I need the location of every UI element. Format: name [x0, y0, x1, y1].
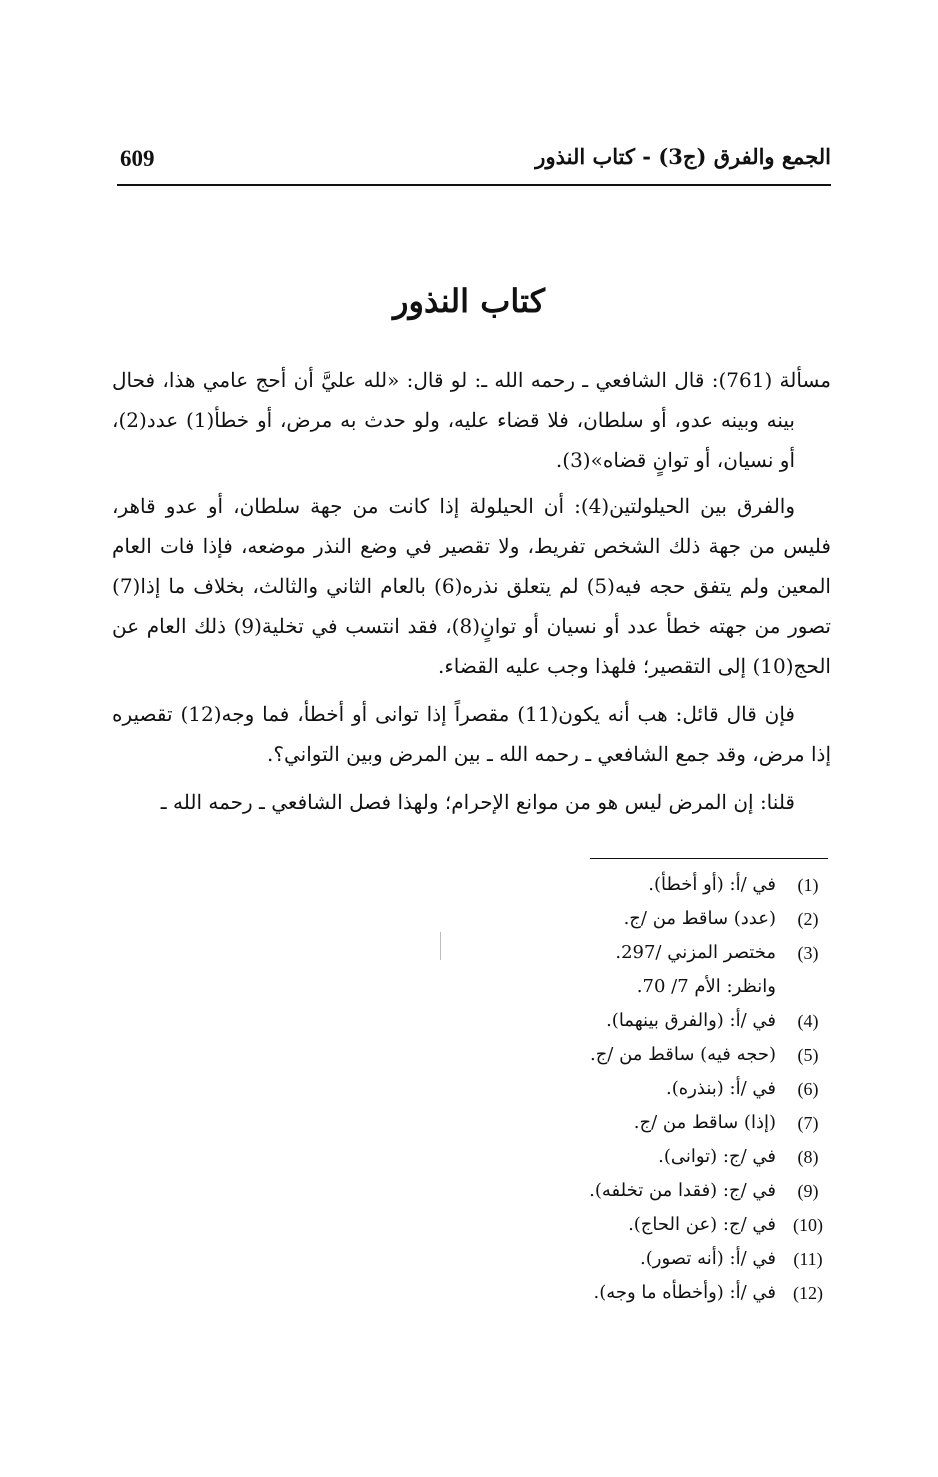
page-number: 609	[120, 146, 155, 171]
footnote-text: (إذا) ساقط من /ج.	[633, 1112, 776, 1133]
footnote-text: في /ج: (فقدا من تخلفه).	[589, 1180, 776, 1201]
footnote-number: (11)	[793, 1249, 823, 1269]
footnote-number: (1)	[797, 875, 819, 895]
footnotes	[300, 868, 828, 1310]
footnote-text: في /أ: (وأخطأه ما وجه).	[593, 1282, 776, 1303]
footnote-number: (7)	[797, 1113, 819, 1133]
footnote-text: في /أ: (أو أخطأ).	[648, 874, 776, 895]
footnote	[300, 902, 828, 936]
footnote-number: (3)	[797, 943, 819, 963]
paragraph-objection: فإن قال قائل: هب أنه يكون(11) مقصراً إذا توانى أو أخطأ، فما وجه(12) تقصيره إذا مرض، وقد جمع الشافعي ـ رحمه الله ـ بين المرض وبين التواني؟.	[112, 702, 831, 766]
footnote	[300, 936, 828, 970]
footnote-number: (9)	[797, 1181, 819, 1201]
chapter-title: كتاب النذور	[393, 282, 545, 320]
footnote	[300, 1004, 828, 1038]
footnote-number: (6)	[797, 1079, 819, 1099]
footnote	[300, 868, 828, 902]
footnote	[300, 1276, 828, 1310]
footnote-text: في /أ: (بنذره).	[666, 1078, 776, 1099]
footnote-text: وانظر: الأم 7/ 70.	[636, 976, 776, 997]
footnote-text: في /أ: (أنه تصور).	[640, 1248, 776, 1269]
footnote-number: (2)	[797, 909, 819, 929]
paragraph-reply: قلنا: إن المرض ليس هو من موانع الإحرام؛ ولهذا فصل الشافعي ـ رحمه الله ـ	[160, 790, 795, 814]
footnote	[300, 1208, 828, 1242]
footnote	[300, 1038, 828, 1072]
footnote-text: (عدد) ساقط من /ج.	[623, 908, 776, 929]
footnote	[300, 1242, 828, 1276]
footnote-number: (12)	[793, 1283, 823, 1303]
footnote-text: مختصر المزني /297.	[615, 942, 776, 963]
footnote	[300, 1106, 828, 1140]
paragraph-masala: مسألة (761): قال الشافعي ـ رحمه الله ـ: لو قال: «لله عليَّ أن أحج عامي هذا، فحال بينه وبينه عدو، أو سلطان، فلا قضاء عليه، ولو حدث به مرض، أو خطأ(1) عدد(2)، أو نسيان، أو توانٍ قضاه»(3).	[112, 368, 831, 472]
footnote-text: في /ج: (عن الحاج).	[628, 1214, 776, 1235]
footnote-rule	[590, 858, 828, 859]
footnote-text: في /ج: (توانى).	[658, 1146, 776, 1167]
footnote-number: (4)	[797, 1011, 819, 1031]
footnote	[300, 970, 828, 1004]
footnote	[300, 1140, 828, 1174]
footnote-text: (حجه فيه) ساقط من /ج.	[589, 1044, 776, 1065]
footnote-number: (8)	[797, 1147, 819, 1167]
running-header: الجمع والفرق (ج3) - كتاب النذور	[535, 144, 831, 169]
footnote-text: في /أ: (والفرق بينهما).	[606, 1010, 776, 1031]
footnote-number: (10)	[793, 1215, 823, 1235]
body-text	[112, 360, 831, 830]
header-rule	[117, 184, 831, 186]
paragraph-difference: والفرق بين الحيلولتين(4): أن الحيلولة إذا كانت من جهة سلطان، أو عدو قاهر، فليس من جهة ذلك الشخص تفريط، ولا تقصير في وضع النذر موضعه، فإذا فات العام المعين ولم يتفق حجه فيه(5) لم يتعلق نذره(6) بالعام الثاني والثالث، بخلاف ما إذا(7) تصور من جهته خطأ عدد أو نسيان أو توانٍ(8)، فقد انتسب في تخلية(9) ذلك العام عن الحج(10) إلى التقصير؛ فلهذا وجب عليه القضاء.	[112, 494, 831, 678]
footnote	[300, 1072, 828, 1106]
footnote-number: (5)	[797, 1045, 819, 1065]
footnote	[300, 1174, 828, 1208]
